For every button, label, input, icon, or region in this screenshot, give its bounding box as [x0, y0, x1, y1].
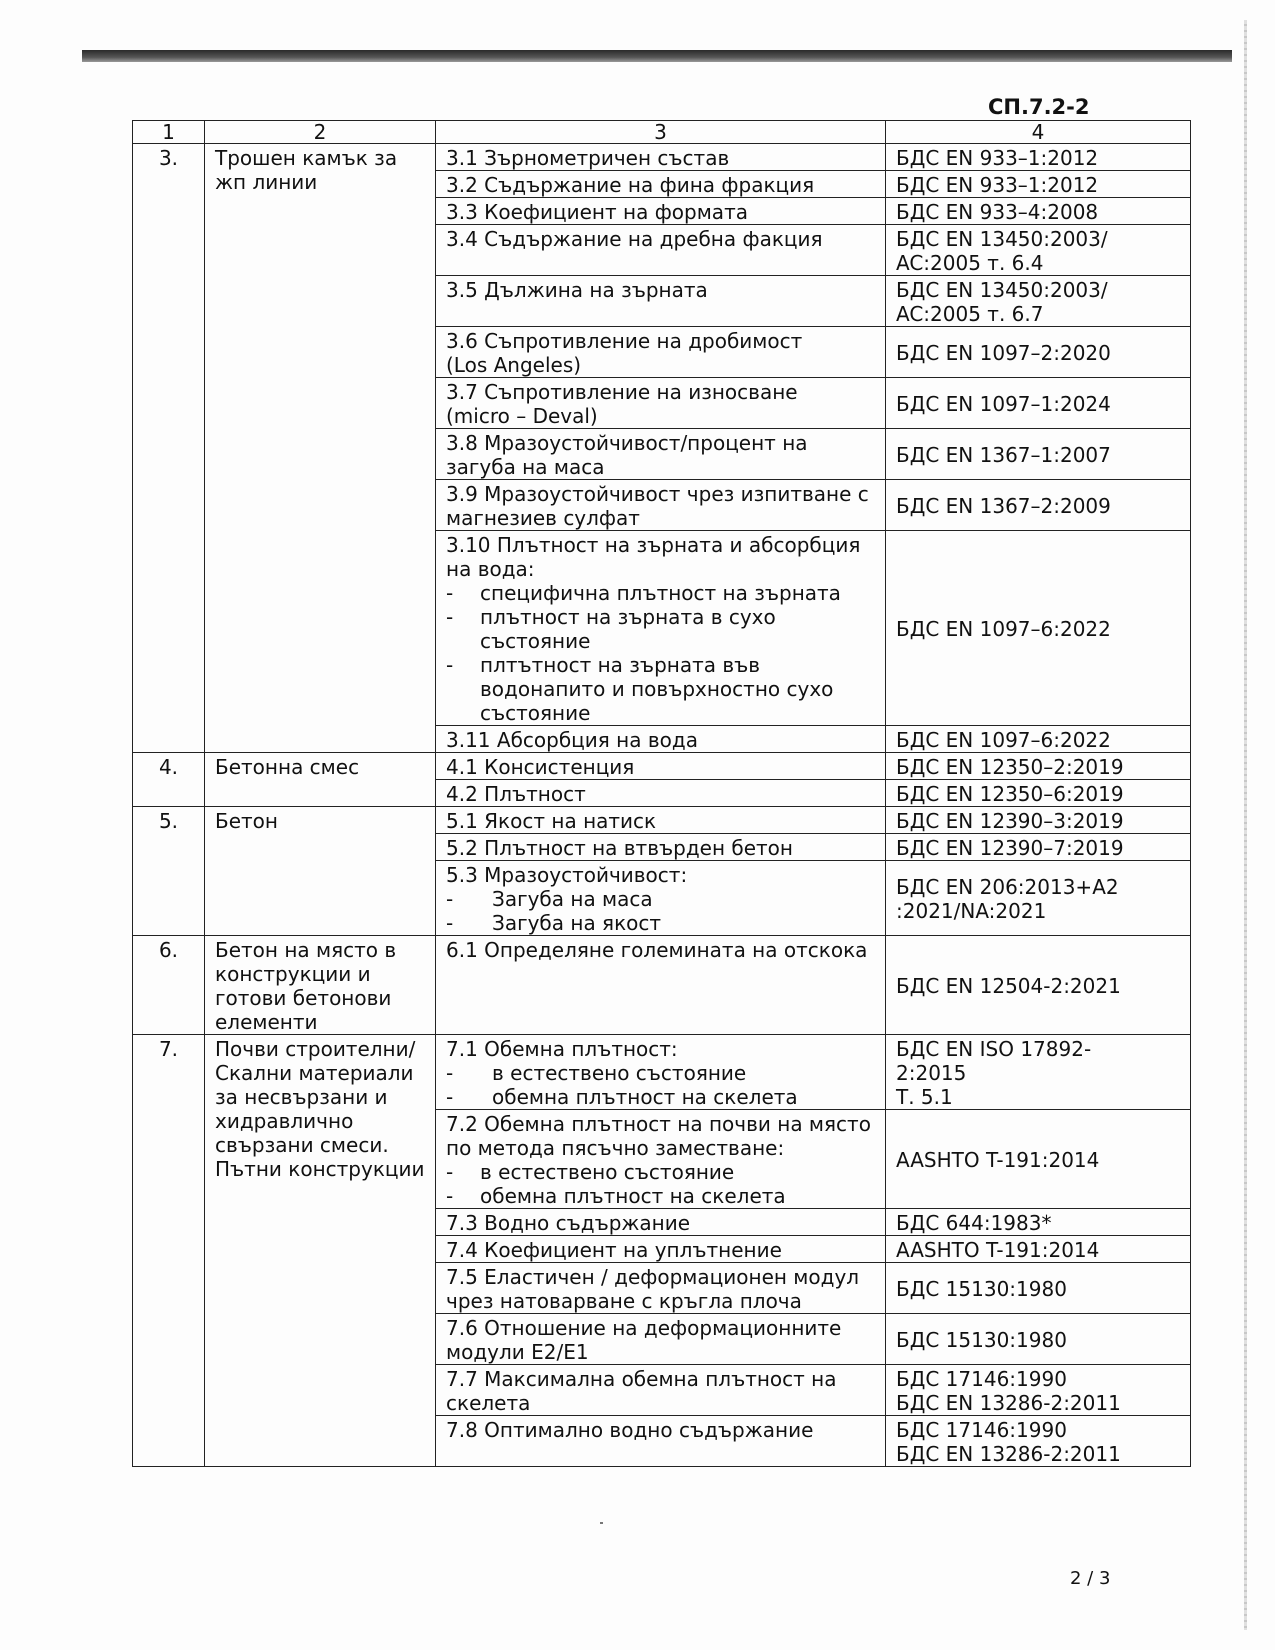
method-standard-line: БДС EN 206:2013+A2 — [896, 875, 1119, 899]
method-cell — [886, 1236, 1191, 1263]
column-header-1: 1 — [133, 121, 205, 144]
method-cell — [886, 1209, 1191, 1236]
test-cell — [436, 936, 886, 1035]
test-cell — [436, 276, 886, 327]
table-row — [133, 807, 1191, 834]
test-subitem — [446, 887, 875, 911]
test-name-line: 3.8 Мразоустойчивост/процент на — [446, 431, 808, 455]
method-standard: БДС EN 12350–6:2019 — [896, 782, 1124, 806]
method-standard-line: :2021/NA:2021 — [896, 899, 1047, 923]
product-name-line: свързани смеси. — [215, 1133, 389, 1157]
method-standard: БДС EN 12390–7:2019 — [896, 836, 1124, 860]
test-cell — [436, 225, 886, 276]
dash-bullet: - — [446, 653, 454, 677]
test-name: 3.11 Абсорбция на вода — [446, 728, 698, 752]
test-cell — [436, 1314, 886, 1365]
column-header-row — [133, 121, 1191, 144]
method-standard: БДС EN 12504-2:2021 — [896, 974, 1121, 998]
test-cell — [436, 1035, 886, 1110]
test-subitem-text: Загуба на маса — [492, 887, 653, 911]
method-cell — [886, 726, 1191, 753]
method-standard: БДС 15130:1980 — [896, 1277, 1067, 1301]
test-subitem — [446, 581, 875, 605]
method-cell — [886, 171, 1191, 198]
method-standard: БДС EN 1097–6:2022 — [896, 728, 1111, 752]
method-standard: БДС EN 933–1:2012 — [896, 146, 1099, 170]
product-name-line: елементи — [215, 1010, 318, 1034]
test-cell — [436, 171, 886, 198]
test-subitem-text: плътност на зърната в сухо състояние — [480, 605, 776, 653]
item-number-cell: 7. — [133, 1035, 205, 1467]
method-standard: БДС EN 12390–3:2019 — [896, 809, 1124, 833]
item-number-cell: 6. — [133, 936, 205, 1035]
test-cell — [436, 531, 886, 726]
test-subitem — [446, 1061, 875, 1085]
test-name: 6.1 Определяне големината на отскока — [446, 938, 868, 962]
test-cell — [436, 1416, 886, 1467]
test-name-line: (Los Angeles) — [446, 353, 582, 377]
test-cell — [436, 198, 886, 225]
table-row — [133, 1035, 1191, 1110]
table-row — [133, 936, 1191, 1035]
test-subitem — [446, 1085, 875, 1109]
page-number: 2 / 3 — [1070, 1568, 1111, 1589]
test-name-line: 3.7 Съпротивление на износване — [446, 380, 798, 404]
test-cell — [436, 480, 886, 531]
test-subitem — [446, 605, 875, 653]
column-header-3: 3 — [436, 121, 886, 144]
test-name: 7.4 Коефициент на уплътнение — [446, 1238, 782, 1262]
test-name-line: 3.6 Съпротивление на дробимост — [446, 329, 803, 353]
method-cell — [886, 1035, 1191, 1110]
test-name-line: 7.5 Еластичен / деформационен модул — [446, 1265, 860, 1289]
test-cell — [436, 378, 886, 429]
method-standard-line: БДС EN 13286-2:2011 — [896, 1391, 1121, 1415]
test-name-line: на вода: — [446, 557, 535, 581]
method-cell — [886, 1314, 1191, 1365]
dash-bullet: - — [446, 1061, 454, 1085]
test-name: 5.1 Якост на натиск — [446, 809, 657, 833]
test-subitem — [446, 1184, 875, 1208]
scan-edge — [1244, 20, 1247, 1630]
test-name-line: 3.9 Мразоустойчивост чрез изпитване с — [446, 482, 869, 506]
accreditation-scope-table — [132, 120, 1191, 1467]
test-subitem-text: Загуба на якост — [492, 911, 662, 935]
test-subitem — [446, 911, 875, 935]
method-standard: БДС EN 933–4:2008 — [896, 200, 1099, 224]
test-name-line: модули E2/E1 — [446, 1340, 589, 1364]
test-cell — [436, 1110, 886, 1209]
method-cell — [886, 861, 1191, 936]
item-number-cell: 5. — [133, 807, 205, 936]
test-subitem-text: плтътност на зърната във водонапито и повърхностно сухо състояние — [480, 653, 834, 725]
test-name-line: 7.6 Отношение на деформационните — [446, 1316, 842, 1340]
product-name-line: Пътни конструкции — [215, 1157, 425, 1181]
test-subitem-text: обемна плътност на скелета — [480, 1184, 786, 1208]
dash-bullet: - — [446, 1085, 454, 1109]
method-standard: БДС EN 12350–2:2019 — [896, 755, 1124, 779]
test-name-line: 7.2 Обемна плътност на почви на място — [446, 1112, 871, 1136]
test-cell — [436, 780, 886, 807]
test-cell — [436, 1263, 886, 1314]
method-standard-line: AC:2005 т. 6.7 — [896, 302, 1044, 326]
method-cell — [886, 1365, 1191, 1416]
test-cell — [436, 726, 886, 753]
product-name-line: Трошен камък за — [215, 146, 398, 170]
product-name-line: жп линии — [215, 170, 318, 194]
method-standard-line: БДС EN 13450:2003/ — [896, 227, 1108, 251]
test-name: 3.4 Съдържание на дребна факция — [446, 227, 823, 251]
method-cell — [886, 807, 1191, 834]
method-cell — [886, 378, 1191, 429]
test-cell — [436, 1209, 886, 1236]
method-cell — [886, 834, 1191, 861]
table-body — [133, 121, 1191, 1467]
method-standard: БДС EN 1097–2:2020 — [896, 341, 1111, 365]
test-subitem-text: в естествено състояние — [480, 1160, 735, 1184]
test-name: 4.2 Плътност — [446, 782, 586, 806]
test-cell — [436, 1236, 886, 1263]
test-name-line: по метода пясъчно заместване: — [446, 1136, 785, 1160]
method-cell — [886, 429, 1191, 480]
product-name-line: конструкции и — [215, 962, 371, 986]
dash-bullet: - — [446, 1160, 454, 1184]
document-code: СП.7.2-2 — [988, 95, 1090, 119]
test-name: 3.1 Зърнометричен състав — [446, 146, 730, 170]
top-scan-bar — [82, 50, 1232, 62]
method-cell — [886, 225, 1191, 276]
dash-bullet: - — [446, 605, 454, 629]
test-name-line: 3.10 Плътност на зърната и абсорбция — [446, 533, 861, 557]
method-cell — [886, 1263, 1191, 1314]
test-subitem-text: в естествено състояние — [492, 1061, 747, 1085]
test-cell — [436, 834, 886, 861]
item-number-cell: 4. — [133, 753, 205, 807]
method-standard: БДС EN 933–1:2012 — [896, 173, 1099, 197]
test-cell — [436, 807, 886, 834]
method-standard-line: 2:2015 — [896, 1061, 967, 1085]
method-standard: БДС 644:1983* — [896, 1211, 1052, 1235]
method-standard-line: БДС EN ISO 17892- — [896, 1037, 1092, 1061]
method-standard: БДС EN 1097–1:2024 — [896, 392, 1111, 416]
column-header-4: 4 — [886, 121, 1191, 144]
test-name: 4.1 Консистенция — [446, 755, 635, 779]
test-subitem-text: обемна плътност на скелета — [492, 1085, 798, 1109]
test-name: 5.2 Плътност на втвърден бетон — [446, 836, 793, 860]
test-name-line: 7.7 Максимална обемна плътност на — [446, 1367, 837, 1391]
test-name-line: скелета — [446, 1391, 531, 1415]
test-subitem-text: специфична плътност на зърната — [480, 581, 841, 605]
product-name-cell — [205, 1035, 436, 1467]
method-standard: БДС EN 1367–2:2009 — [896, 494, 1111, 518]
product-name-line: Бетон — [215, 809, 278, 833]
method-standard-line: БДС EN 13286-2:2011 — [896, 1442, 1121, 1466]
test-name-line: 7.1 Обемна плътност: — [446, 1037, 678, 1061]
test-name-line: 5.3 Мразоустойчивост: — [446, 863, 688, 887]
test-cell — [436, 429, 886, 480]
method-cell — [886, 753, 1191, 780]
method-cell — [886, 1110, 1191, 1209]
test-subitem — [446, 1160, 875, 1184]
method-standard: AASHTO T-191:2014 — [896, 1148, 1100, 1172]
method-standard: БДС 15130:1980 — [896, 1328, 1067, 1352]
test-name: 7.8 Оптимално водно съдържание — [446, 1418, 814, 1442]
method-standard: AASHTO T-191:2014 — [896, 1238, 1100, 1262]
test-name: 7.3 Водно съдържание — [446, 1211, 691, 1235]
method-standard-line: БДС 17146:1990 — [896, 1367, 1067, 1391]
test-name-line: чрез натоварване с кръгла плоча — [446, 1289, 802, 1313]
product-name-cell — [205, 753, 436, 807]
method-cell — [886, 276, 1191, 327]
dash-bullet: - — [446, 911, 454, 935]
test-name-line: загуба на маса — [446, 455, 605, 479]
product-name-line: Почви строителни/ — [215, 1037, 416, 1061]
test-name-line: (micro – Deval) — [446, 404, 598, 428]
method-standard-line: AC:2005 т. 6.4 — [896, 251, 1044, 275]
scan-speck — [600, 1522, 603, 1524]
product-name-cell — [205, 144, 436, 753]
method-cell — [886, 936, 1191, 1035]
method-cell — [886, 144, 1191, 171]
column-header-2: 2 — [205, 121, 436, 144]
test-cell — [436, 327, 886, 378]
method-standard: БДС EN 1367–1:2007 — [896, 443, 1111, 467]
dash-bullet: - — [446, 1184, 454, 1208]
test-cell — [436, 753, 886, 780]
dash-bullet: - — [446, 581, 454, 605]
method-standard: БДС EN 1097–6:2022 — [896, 617, 1111, 641]
method-cell — [886, 327, 1191, 378]
method-cell — [886, 780, 1191, 807]
test-name: 3.2 Съдържание на фина фракция — [446, 173, 815, 197]
table-row — [133, 753, 1191, 780]
method-cell — [886, 480, 1191, 531]
method-cell — [886, 1416, 1191, 1467]
test-cell — [436, 1365, 886, 1416]
product-name-line: за несвързани и — [215, 1085, 388, 1109]
dash-bullet: - — [446, 887, 454, 911]
test-subitem — [446, 653, 875, 725]
product-name-line: хидравлично — [215, 1109, 354, 1133]
table-row — [133, 144, 1191, 171]
test-name: 3.5 Дължина на зърната — [446, 278, 708, 302]
test-name-line: магнезиев сулфат — [446, 506, 640, 530]
method-cell — [886, 198, 1191, 225]
method-cell — [886, 531, 1191, 726]
product-name-line: Бетонна смес — [215, 755, 360, 779]
product-name-cell — [205, 807, 436, 936]
product-name-line: Бетон на място в — [215, 938, 397, 962]
item-number-cell: 3. — [133, 144, 205, 753]
product-name-line: Скални материали — [215, 1061, 414, 1085]
test-cell — [436, 144, 886, 171]
product-name-cell — [205, 936, 436, 1035]
product-name-line: готови бетонови — [215, 986, 392, 1010]
method-standard-line: Т. 5.1 — [896, 1085, 953, 1109]
test-name: 3.3 Коефициент на формата — [446, 200, 748, 224]
method-standard-line: БДС 17146:1990 — [896, 1418, 1067, 1442]
test-cell — [436, 861, 886, 936]
method-standard-line: БДС EN 13450:2003/ — [896, 278, 1108, 302]
